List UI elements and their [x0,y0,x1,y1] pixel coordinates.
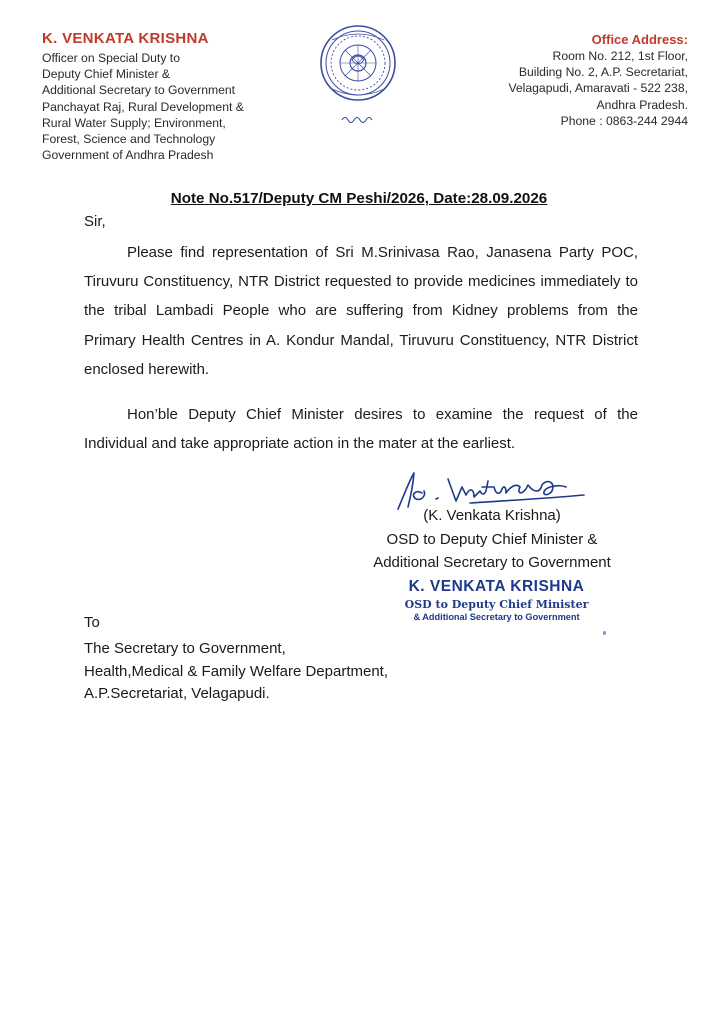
paragraph-2-text: Hon’ble Deputy Chief Minister desires to examine the request of the Individual and take appropriate action in the mater at the earliest. [84,406,638,453]
sender-designation [42,50,302,163]
signatory-name: (K. Venkata Krishna) [423,507,561,524]
sender-block [42,30,302,163]
note-title-row [0,190,718,208]
signatory-designation-2: Additional Secretary to Government [373,554,611,571]
paragraph-1-text: Please find representation of Sri M.Srinivasa Rao, Janasena Party POC, Tiruvuru Constituency, NTR District requested to provide medicines immediately to the tribal Lambadi People who are suffering from Kidney problems from the Primary Health Centres in A. Kondur Mandal, Tiruvuru Constituency, NTR District enclosed herewith. [84,244,638,378]
recipient-address [84,638,388,706]
salutation: Sir, [84,213,106,230]
sender-line: Rural Water Supply; Environment, [42,115,226,130]
stamp-name: K. VENKATA KRISHNA [408,578,585,595]
phone-line: Phone : 0863-244 2944 [560,113,688,128]
body-paragraph-1 [84,238,638,384]
sender-name: K. VENKATA KRISHNA [42,30,209,47]
sender-line: Government of Andhra Pradesh [42,148,214,163]
stamp-line-2: & Additional Secretary to Government [413,612,580,622]
ink-mark [603,631,606,635]
recipient-line: The Secretary to Government, [84,640,286,657]
to-label: To [84,614,100,631]
signature-block [352,504,632,575]
recipient-line: Health,Medical & Family Welfare Department, [84,662,388,680]
andhra-pradesh-emblem-icon [318,22,398,132]
address-line: Velagapudi, Amaravati - 522 238, [508,81,688,96]
stamp-line-1: OSD to Deputy Chief Minister [404,598,589,611]
body-paragraph-2 [84,400,638,458]
address-line: Room No. 212, 1st Floor, [552,49,688,63]
recipient-line: A.P.Secretariat, Velagapudi. [84,685,270,702]
sender-line: Panchayat Raj, Rural Development & [42,99,244,114]
sender-line: Additional Secretary to Government [42,83,236,98]
official-stamp [394,578,599,622]
office-address-block [448,32,688,129]
signatory-designation-1: OSD to Deputy Chief Minister & [386,530,598,548]
sender-line: Deputy Chief Minister & [42,67,171,82]
address-line: Building No. 2, A.P. Secretariat, [518,65,688,80]
note-title: Note No.517/Deputy CM Peshi/2026, Date:28.09.2026 [170,190,548,207]
sender-line: Forest, Science and Technology [42,132,216,147]
address-line: Andhra Pradesh. [596,97,688,112]
office-address-title: Office Address: [591,32,688,47]
sender-line: Officer on Special Duty to [42,51,180,65]
